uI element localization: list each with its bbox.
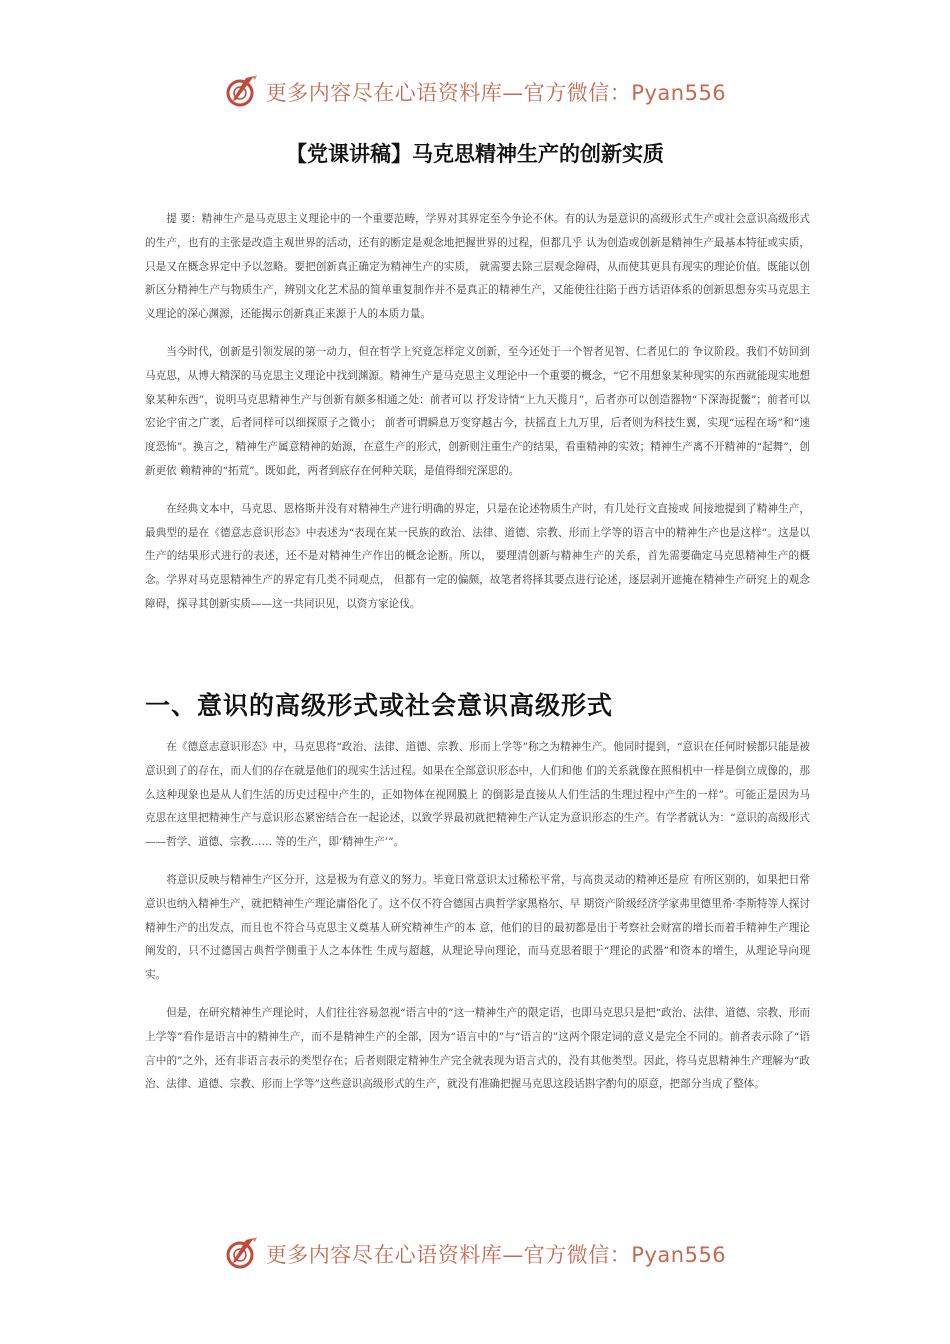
pen-logo-icon — [224, 74, 260, 110]
body-paragraph: 当今时代，创新是引领发展的第一动力，但在哲学上究竟怎样定义创新，至今还处于一个智者见智、仁者见仁的 争议阶段。我们不妨回到马克思，从博大精深的马克思主义理论中找到渊源。精神生产是马克思主义理论中一个重要的概念，“它不用想象某种现实的东西就能现实地想象某种东西”，说明马克思精神生产与创新有颇多相通之处：前者可以 抒发诗情“上九天揽月”，后者亦可以创造器物“下深海捉鳖”；前者可以宏论宇宙之广袤，后者同样可以细探原子之微小； 前者可谓瞬息万变穿越古今，扶摇直上九万里，后者则为科技生翼，实现“远程在场”和“速度恐怖”。换言之，精神生产属意精神的始源，在意生产的形式，创新则注重生产的结果，看重精神的实效；精神生产离不开精神的“起舞”，创新更依 赖精神的“拓荒”。既如此，两者到底存在何种关联，是值得细究深思的。 — [145, 345, 810, 477]
section-heading-wrap — [145, 686, 810, 722]
footer-banner — [0, 1234, 950, 1274]
banner-text: 更多内容尽在心语资料库—官方微信：Pyan556 — [265, 81, 727, 105]
section-heading: 一、意识的高级形式或社会意识高级形式 — [145, 691, 614, 720]
section-body — [145, 736, 810, 1111]
pen-logo-icon — [224, 1236, 260, 1272]
body-paragraph: 在经典文本中，马克思、恩格斯并没有对精神生产进行明确的界定，只是在论述物质生产时，有几处行文直接或 间接地提到了精神生产，最典型的是在《德意志意识形态》中表述为“表现在某一民族的政治、法律、道德、宗教、形而上学等的语言中的精神生产也是这样”。这是以生产的结果形式进行的表述，还不是对精神生产作出的概念论断。所以， 要理清创新与精神生产的关系，首先需要确定马克思精神生产的概念。学界对马克思精神生产的界定有几类不同观点， 但都有一定的偏颇，故笔者将择其要点进行论述，逐层剥开遮掩在精神生产研究上的观念障碍，探寻其创新实质——这一共同识见，以资方家论伐。 — [145, 502, 810, 610]
header-banner — [0, 72, 950, 112]
body-paragraph: 在《德意志意识形态》中，马克思将“政治、法律、道德、宗教、形而上学等”称之为精神生产。他同时提到，“意识在任何时候都只能是被意识到了的存在，而人们的存在就是他们的现实生活过程。如果在全部意识形态中，人们和他 们的关系就像在照相机中一样是倒立成像的，那么这种现象也是从人们生活的历史过程中产生的，正如物体在视网膜上 的倒影是直接从人们生活的生理过程中产生的一样”。可能正是因为马克思在这里把精神生产与意识形态紧密结合在一起论述，以致学界最初就把精神生产认定为意识形态的生产。有学者就认为：“意识的高级形式——哲学、道德、宗教…… 等的生产，即‘精神生产’”。 — [145, 741, 810, 849]
banner-text: 更多内容尽在心语资料库—官方微信：Pyan556 — [265, 1243, 727, 1267]
document-title: 【党课讲稿】马克思精神生产的创新实质 — [286, 142, 664, 166]
abstract-paragraph: 提 要：精神生产是马克思主义理论中的一个重要范畴，学界对其界定至今争论不休。有的认为是意识的高级形式生产或社会意识高级形式的生产，也有的主张是改造主观世界的活动，还有的断定是观念地把握世界的过程，但都几乎 认为创造或创新是精神生产最基本特征或实质，只是又在概念界定中予以忽略。要把创新真正确定为精神生产的实质， 就需要去除三层观念障碍，从而使其更具有现实的理论价值。既能以创新区分精神生产与物质生产，辨别文化艺术品的简单重复制作并不是真正的精神生产，又能使往往陷于西方话语体系的创新思想夯实马克思主义理论的深心渊源，还能揭示创新真正来源于人的本质力量。 — [145, 213, 810, 321]
body-paragraph: 但是，在研究精神生产理论时，人们往往容易忽视“语言中的”这一精神生产的限定语，也即马克思只是把“政治、法律、道德、宗教、形而上学等”看作是语言中的精神生产，而不是精神生产的全部，因为“语言中的”与“语言的”这两个限定词的意义是完全不同的。前者表示除了“语言中的”之外，还有非语言表示的类型存在；后者则限定精神生产完全就表现为语言式的，没有其他类型。因此，将马克思精神生产理解为“政治、法律、道德、宗教、形而上学等”这些意识高级形式的生产，就没有准确把握马克思这段话斟字酌句的原意，把部分当成了整体。 — [145, 1006, 810, 1091]
intro-section — [145, 208, 810, 631]
body-paragraph: 将意识反映与精神生产区分开，这是极为有意义的努力。毕竟日常意识太过稀松平常，与高贵灵动的精神还是应 有所区别的，如果把日常意识也纳入精神生产，就把精神生产理论庸俗化了。这不仅不符合德国古典哲学家黑格尔、早 期资产阶级经济学家弗里德里希·李斯特等人探讨精神生产的出发点，而且也不符合马克思主义奠基人研究精神生产的本 意，他们的目的最初都是出于考察社会财富的增长而着手精神生产理论阐发的，只不过德国古典哲学侧重于人之本体性 生成与超越，从理论导向理论，而马克思着眼于“理论的武器”和资本的增生，从理论导向现实。 — [145, 873, 810, 982]
